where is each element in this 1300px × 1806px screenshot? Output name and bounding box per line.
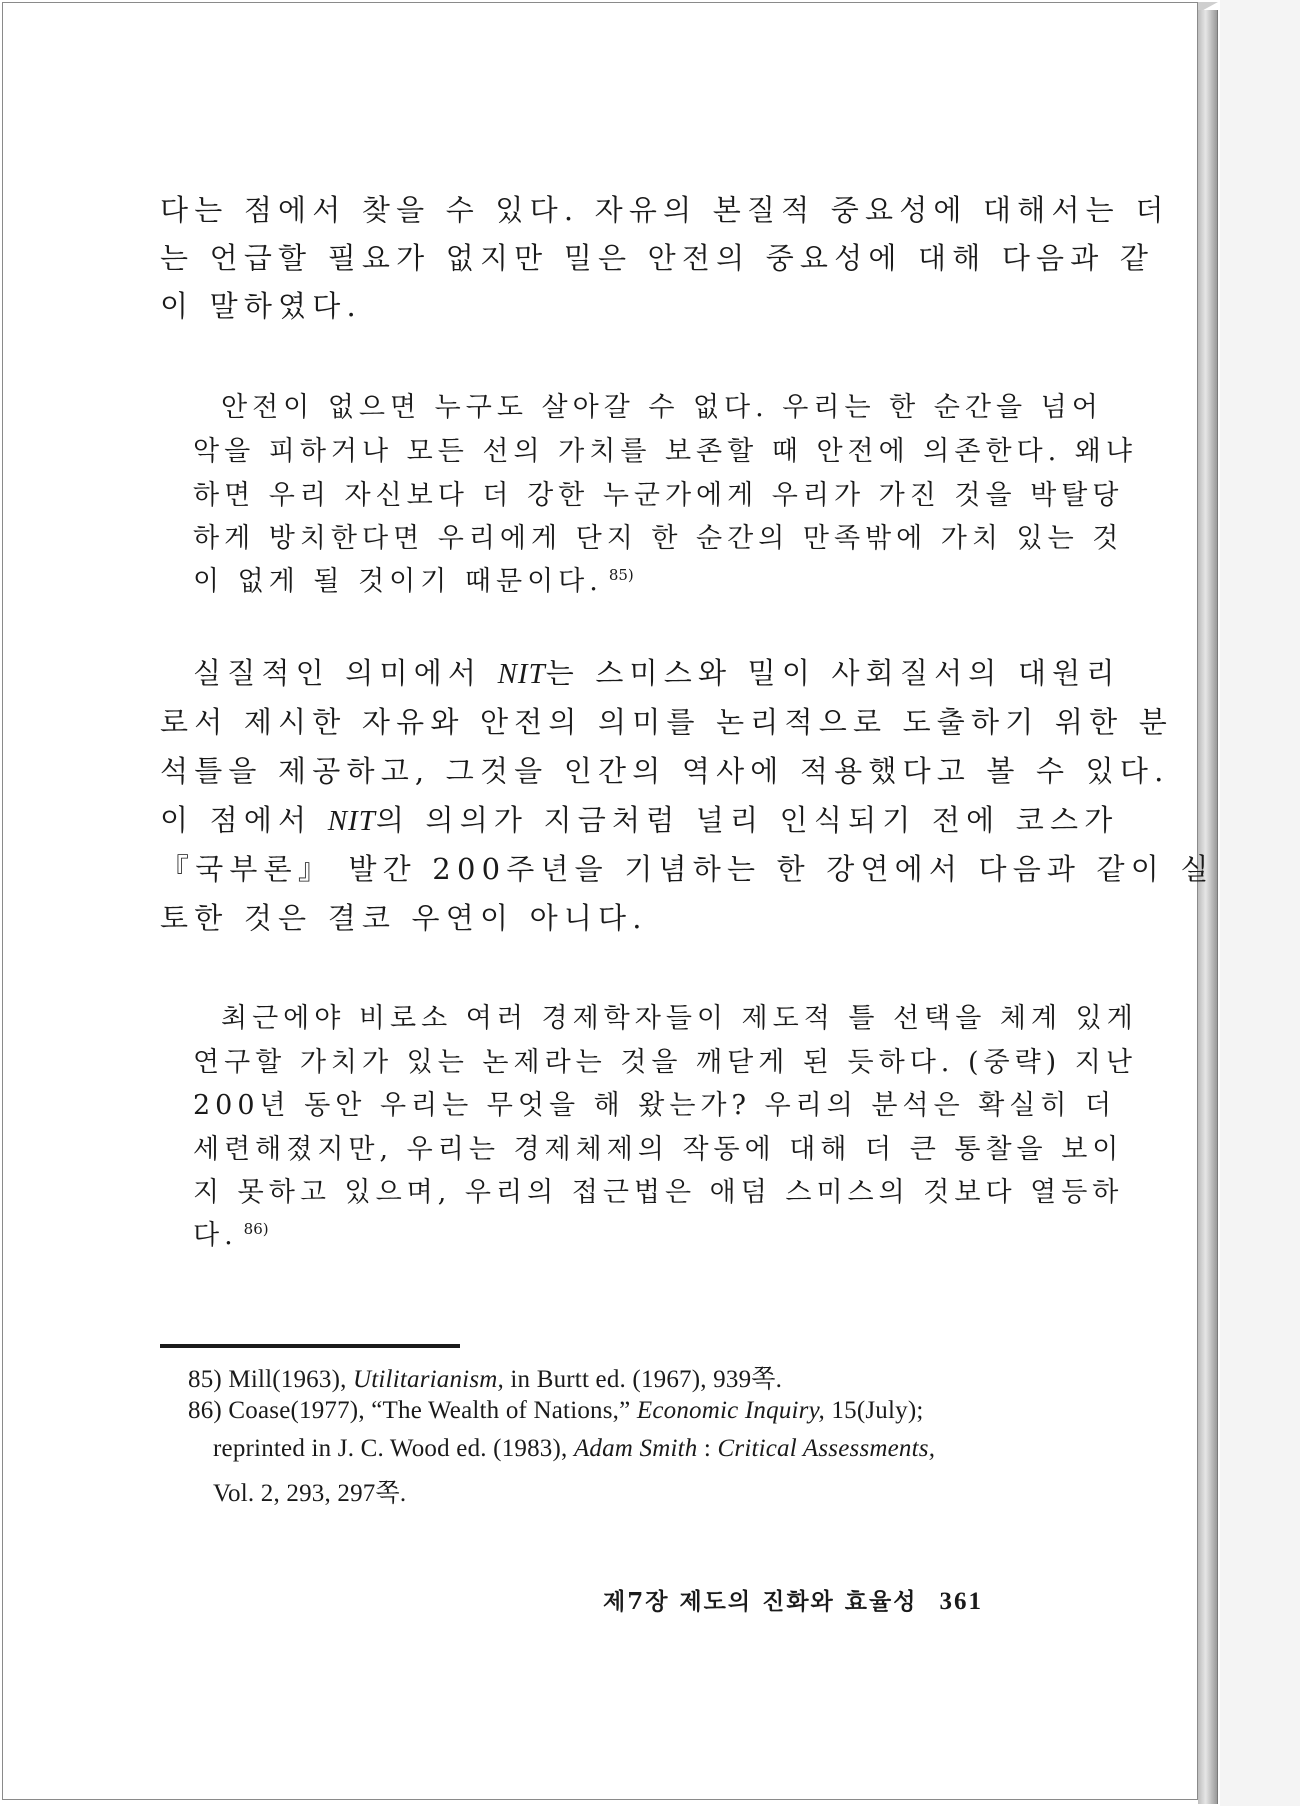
footnote-number: 85) <box>188 1366 222 1393</box>
footnote-text: 15(July); <box>824 1397 924 1424</box>
footnote-number: 86) <box>188 1397 222 1424</box>
footnote-86-line3: Vol. 2, 293, 297쪽. <box>213 1480 407 1507</box>
quote-text: 다. <box>193 1220 238 1251</box>
body-line: 다는 점에서 찾을 수 있다. 자유의 본질적 중요성에 대해서는 더 <box>160 193 1170 227</box>
body-text: 이 점에서 <box>160 803 328 837</box>
body-line <box>193 651 1121 692</box>
footnote-rule <box>160 1344 460 1348</box>
book-page <box>2 2 1215 1800</box>
footnote-86-line2 <box>213 1435 935 1463</box>
footnote-text: Coase(1977), “The Wealth of Nations,” <box>228 1397 637 1424</box>
nit-term: NIT <box>327 805 376 837</box>
nit-term: NIT <box>497 658 546 690</box>
body-line: 『국부론』 발간 200주년을 기념하는 한 강연에서 다음과 같이 실 <box>160 852 1215 886</box>
body-line: 로서 제시한 자유와 안전의 의미를 논리적으로 도출하기 위한 분 <box>160 705 1173 739</box>
footnote-title: Utilitarianism, <box>353 1366 504 1393</box>
quote-line: 하게 방치한다면 우리에게 단지 한 순간의 만족밖에 가치 있는 것 <box>193 523 1124 554</box>
body-line: 토한 것은 결코 우연이 아니다. <box>160 901 648 935</box>
body-text: 의 의의가 지금처럼 널리 인식되기 전에 코스가 <box>375 803 1119 837</box>
quote-line: 하면 우리 자신보다 더 강한 누군가에게 우리가 가진 것을 박탈당 <box>193 480 1124 511</box>
quote-line: 최근에야 비로소 여러 경제학자들이 제도적 틀 선택을 체계 있게 <box>221 1003 1138 1034</box>
quote-line: 연구할 가치가 있는 논제라는 것을 깨닫게 된 듯하다. (중략) 지난 <box>193 1047 1137 1078</box>
footnote-text: Mill(1963), <box>228 1366 354 1393</box>
quote-line: 지 못하고 있으며, 우리의 접근법은 애덤 스미스의 것보다 열등하 <box>193 1177 1124 1208</box>
page-number: 361 <box>939 1588 983 1615</box>
chapter-title: 제7장 제도의 진화와 효율성 <box>603 1588 918 1615</box>
footnote-book: Critical Assessments, <box>717 1435 936 1462</box>
footnote-text: : <box>697 1435 718 1462</box>
quote-line: 200년 동안 우리는 무엇을 해 왔는가? 우리의 분석은 확실히 더 <box>193 1090 1117 1121</box>
footnote-ref-85: 85) <box>608 566 634 584</box>
viewer-background <box>1220 0 1300 1806</box>
body-line: 는 언급할 필요가 없지만 밀은 안전의 중요성에 대해 다음과 같 <box>160 241 1155 275</box>
running-footer <box>603 1583 983 1616</box>
page-stack-edge <box>1198 10 1218 1804</box>
body-line: 이 말하였다. <box>160 289 362 323</box>
quote-line: 악을 피하거나 모든 선의 가치를 보존할 때 안전에 의존한다. 왜냐 <box>193 436 1137 467</box>
quote-line-last <box>193 559 634 598</box>
footnote-journal: Economic Inquiry, <box>636 1397 825 1424</box>
footnote-86 <box>188 1397 924 1425</box>
quote-line-last <box>193 1213 269 1252</box>
footnote-ref-86: 86) <box>243 1220 269 1238</box>
body-line: 석틀을 제공하고, 그것을 인간의 역사에 적용했다고 볼 수 있다. <box>160 754 1170 788</box>
quote-text: 이 없게 될 것이기 때문이다. <box>193 566 603 597</box>
body-text: 실질적인 의미에서 <box>193 656 498 690</box>
footnote-text: reprinted in J. C. Wood ed. (1983), <box>213 1435 574 1462</box>
footnote-text: in Burtt ed. (1967), 939쪽. <box>503 1366 783 1393</box>
body-line <box>160 798 1118 839</box>
body-text: 는 스미스와 밀이 사회질서의 대원리 <box>545 656 1121 690</box>
footnote-book: Adam Smith <box>573 1435 698 1462</box>
footnote-85 <box>188 1359 782 1395</box>
quote-line: 세련해졌지만, 우리는 경제체제의 작동에 대해 더 큰 통찰을 보이 <box>193 1134 1124 1165</box>
quote-line: 안전이 없으면 누구도 살아갈 수 없다. 우리는 한 순간을 넘어 <box>221 392 1103 423</box>
